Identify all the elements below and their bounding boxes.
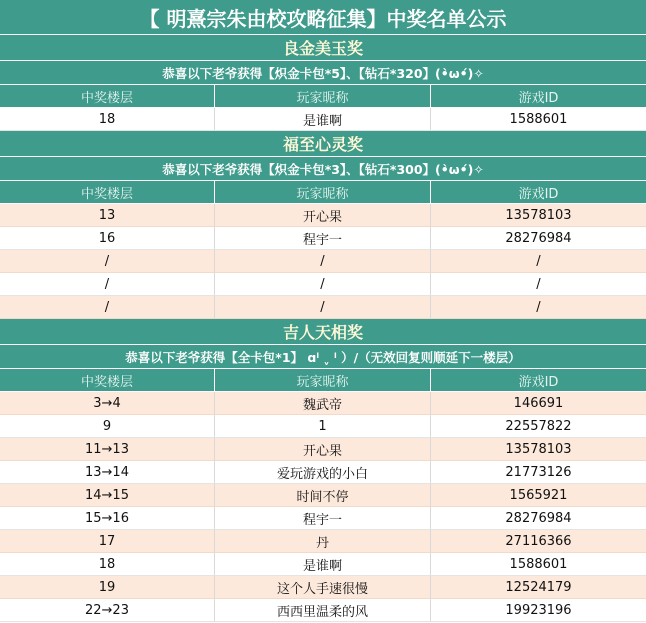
column-header-game-id: 游戏ID (518, 186, 559, 202)
floor-cell: 16 (0, 227, 215, 249)
award-title: 良金美玉奖 (0, 35, 646, 61)
table-row (0, 204, 646, 227)
game-id-cell: 1588601 (509, 556, 568, 572)
game-id-cell: 1588601 (509, 111, 568, 127)
nickname-cell: 是谁啊 (215, 108, 431, 130)
table-row (0, 484, 646, 507)
floor-cell: 13→14 (0, 461, 215, 483)
column-header-floor: 中奖楼层 (0, 85, 215, 107)
award-section (0, 35, 646, 131)
sections-container (0, 35, 646, 622)
table-row (0, 392, 646, 415)
table-row (0, 415, 646, 438)
game-id-cell: 19923196 (505, 602, 572, 618)
table-row (0, 530, 646, 553)
floor-cell: 15→16 (0, 507, 215, 529)
nickname-cell: 程宇一 (215, 507, 431, 529)
game-id-cell: 28276984 (505, 510, 572, 526)
award-description: 恭喜以下老爷获得【炽金卡包*5】、【钻石*320】(•̀ω•́)✧ (0, 61, 646, 85)
nickname-cell: 这个人手速很慢 (215, 576, 431, 598)
game-id-cell: 146691 (513, 395, 564, 411)
game-id-cell: 13578103 (505, 441, 572, 457)
column-header-nickname: 玩家昵称 (215, 369, 431, 391)
floor-cell: 18 (0, 108, 215, 130)
nickname-cell: / (215, 250, 431, 272)
nickname-cell: 开心果 (215, 204, 431, 226)
table-row (0, 108, 646, 131)
nickname-cell: 开心果 (215, 438, 431, 460)
table-row (0, 599, 646, 622)
nickname-cell: 魏武帝 (215, 392, 431, 414)
game-id-cell: 22557822 (505, 418, 572, 434)
table-row (0, 438, 646, 461)
column-header-nickname: 玩家昵称 (215, 181, 431, 203)
table-row (0, 250, 646, 273)
award-description: 恭喜以下老爷获得【炽金卡包*3】、【钻石*300】(•̀ω•́)✧ (0, 157, 646, 181)
floor-cell: 22→23 (0, 599, 215, 621)
column-header-floor: 中奖楼层 (0, 181, 215, 203)
table-row (0, 507, 646, 530)
floor-cell: 11→13 (0, 438, 215, 460)
floor-cell: / (0, 296, 215, 318)
award-section (0, 131, 646, 319)
floor-cell: 9 (0, 415, 215, 437)
nickname-cell: 时间不停 (215, 484, 431, 506)
nickname-cell: 是谁啊 (215, 553, 431, 575)
floor-cell: / (0, 273, 215, 295)
floor-cell: / (0, 250, 215, 272)
game-id-cell: / (536, 253, 541, 269)
column-header-floor: 中奖楼层 (0, 369, 215, 391)
floor-cell: 17 (0, 530, 215, 552)
nickname-cell: / (215, 273, 431, 295)
table-header (0, 85, 646, 108)
page-title: 【 明熹宗朱由校攻略征集】中奖名单公示 (0, 0, 646, 35)
award-title: 福至心灵奖 (0, 131, 646, 157)
nickname-cell: 西西里温柔的风 (215, 599, 431, 621)
table-header (0, 369, 646, 392)
table-row (0, 273, 646, 296)
floor-cell: 3→4 (0, 392, 215, 414)
nickname-cell: / (215, 296, 431, 318)
award-description: 恭喜以下老爷获得【全卡包*1】 ɑˡ ˬ ˡ ）/（无效回复则顺延下一楼层） (0, 345, 646, 369)
table-row (0, 296, 646, 319)
table-row (0, 461, 646, 484)
column-header-game-id: 游戏ID (518, 90, 559, 106)
column-header-nickname: 玩家昵称 (215, 85, 431, 107)
game-id-cell: 12524179 (505, 579, 572, 595)
game-id-cell: / (536, 299, 541, 315)
game-id-cell: 1565921 (509, 487, 568, 503)
column-header-game-id: 游戏ID (518, 374, 559, 390)
game-id-cell: 21773126 (505, 464, 572, 480)
floor-cell: 19 (0, 576, 215, 598)
floor-cell: 18 (0, 553, 215, 575)
game-id-cell: / (536, 276, 541, 292)
table-row (0, 553, 646, 576)
game-id-cell: 28276984 (505, 230, 572, 246)
table-row (0, 227, 646, 250)
nickname-cell: 程宇一 (215, 227, 431, 249)
table-header (0, 181, 646, 204)
floor-cell: 13 (0, 204, 215, 226)
floor-cell: 14→15 (0, 484, 215, 506)
game-id-cell: 13578103 (505, 207, 572, 223)
game-id-cell: 27116366 (505, 533, 572, 549)
nickname-cell: 丹 (215, 530, 431, 552)
table-row (0, 576, 646, 599)
nickname-cell: 爱玩游戏的小白 (215, 461, 431, 483)
nickname-cell: 1 (215, 415, 431, 437)
award-section (0, 319, 646, 622)
award-title: 吉人天相奖 (0, 319, 646, 345)
